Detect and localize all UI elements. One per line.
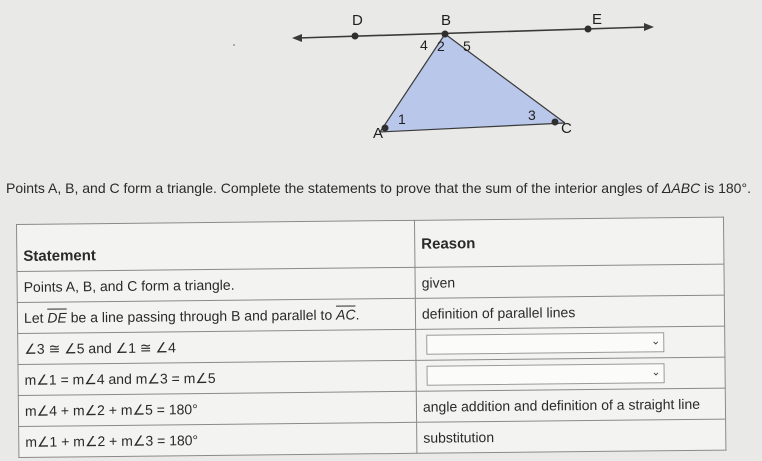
statement-cell: m∠1 + m∠2 + m∠3 = 180° [19, 422, 417, 457]
reason-cell [416, 326, 725, 360]
angle-label-2: 2 [437, 38, 445, 54]
table-row [19, 419, 726, 457]
chevron-down-icon: ⌄ [650, 335, 661, 348]
statement-cell: m∠4 + m∠2 + m∠5 = 180° [18, 391, 416, 426]
reason-cell [416, 357, 725, 391]
reason-dropdown-2[interactable] [427, 363, 665, 385]
point-b [442, 31, 449, 38]
triangle-abc [380, 34, 565, 132]
angle-label-5: 5 [463, 38, 471, 54]
reason-cell: definition of parallel lines [415, 295, 724, 329]
angle-label-4: 4 [420, 37, 428, 53]
statement-cell [17, 298, 415, 333]
point-e [585, 26, 592, 33]
prompt-end: . [747, 180, 751, 196]
statement-cell: Points A, B, and C form a triangle. [17, 267, 415, 302]
statement-text: Let [23, 309, 48, 326]
prompt-text: Points A, B, and C form a triangle. Complete the statements to prove that the sum of the interior angles of [6, 180, 663, 196]
reason-header: Reason [414, 217, 723, 267]
angle-label-3: 3 [528, 107, 536, 123]
label-b: B [441, 12, 452, 29]
triangle-figure [0, 0, 762, 190]
statement-text: . [355, 306, 360, 323]
reason-dropdown-1[interactable] [426, 332, 664, 354]
label-c: C [561, 120, 572, 137]
segment-de: DE [47, 309, 67, 326]
chevron-down-icon: ⌄ [651, 366, 661, 379]
statement-text: be a line passing through B and parallel to [66, 306, 337, 326]
point-d [352, 33, 359, 40]
label-e: E [592, 11, 603, 28]
prompt-is: is [700, 180, 719, 196]
stray-dot [233, 44, 235, 46]
prompt-triangle: ΔABC [662, 180, 701, 196]
proof-table [16, 217, 726, 458]
reason-cell: given [415, 264, 724, 298]
problem-prompt [6, 180, 762, 196]
label-d: D [352, 12, 363, 29]
statement-cell: ∠3 ≅ ∠5 and ∠1 ≅ ∠4 [18, 329, 416, 364]
statement-header: Statement [17, 220, 415, 271]
line-de-arrow-left [292, 34, 302, 42]
statement-cell: m∠1 = m∠4 and m∠3 = m∠5 [18, 360, 416, 395]
line-de-arrow-right [644, 23, 654, 31]
segment-ac: AC [335, 306, 356, 323]
line-de [298, 27, 648, 38]
angle-label-1: 1 [398, 111, 406, 127]
reason-cell: angle addition and definition of a straight line [416, 388, 725, 422]
reason-cell: substitution [417, 419, 726, 453]
point-c [552, 119, 559, 126]
proof-table-container [16, 217, 726, 450]
label-a: A [373, 125, 384, 142]
header-row [17, 217, 724, 271]
prompt-value: 180° [718, 180, 748, 196]
